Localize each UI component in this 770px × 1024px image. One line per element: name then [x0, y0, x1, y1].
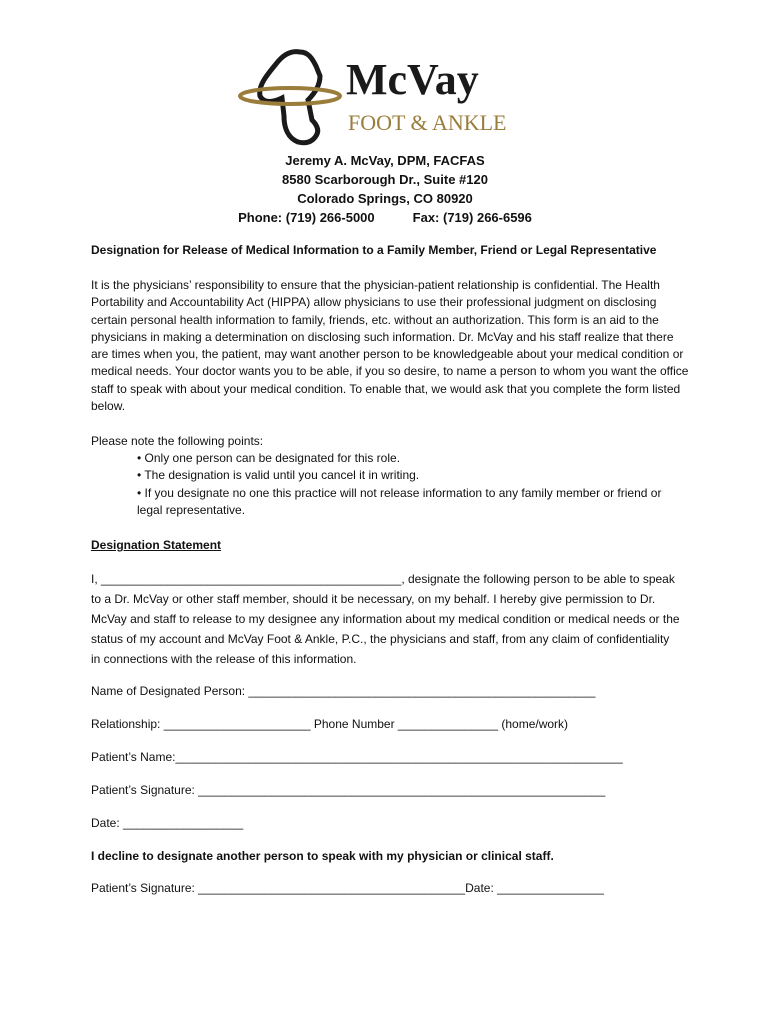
relationship-phone-field[interactable]: Relationship: ______________________ Phone Number _______________ (home/work)	[91, 717, 569, 731]
foot-logo-icon	[238, 46, 538, 146]
designated-person-field[interactable]: Name of Designated Person: ____________________________________________________	[91, 684, 596, 698]
address-line-1: 8580 Scarborough Dr., Suite #120	[282, 172, 488, 187]
logo-brand-subtitle: FOOT & ANKLE	[348, 110, 507, 135]
bullet-list	[137, 450, 667, 519]
decline-statement: I decline to designate another person to speak with my physician or clinical staff.	[91, 849, 554, 863]
list-item: • Only one person can be designated for this role.	[137, 451, 401, 465]
patient-signature-field[interactable]: Patient’s Signature: _____________________________________________________________	[91, 783, 606, 797]
section-title: Designation Statement	[91, 538, 222, 552]
mcvay-logo	[238, 46, 538, 146]
list-item: • If you designate no one this practice will not release information to any family member or friend or legal representative.	[137, 485, 662, 517]
designation-statement: I, _____________________________________________, designate the following person to be able to speak to a Dr. McVay or other staff member, should it be necessary, on my behalf. I hereby give permission to Dr. McVay and staff to release to my designee any information about my medical condition or medical needs or the status of my account and McVay Foot & Ankle, P.C., the physicians and staff, from any claim of confidentiality in connections with the release of this information.	[91, 572, 680, 666]
phone-number: Phone: (719) 266-5000	[238, 210, 375, 225]
document-title: Designation for Release of Medical Information to a Family Member, Friend or Legal Representative	[91, 243, 657, 257]
contact-line	[0, 208, 770, 227]
fax-number: Fax: (719) 266-6596	[412, 210, 532, 225]
list-item: • The designation is valid until you cancel it in writing.	[137, 468, 420, 483]
note-heading: Please note the following points:	[91, 434, 264, 448]
logo-brand-name: McVay	[346, 55, 479, 104]
decline-signature-date-field[interactable]: Patient’s Signature: ________________________________________Date: ________________	[91, 881, 604, 895]
patient-name-field[interactable]: Patient’s Name:___________________________________________________________________	[91, 750, 623, 764]
practice-header	[0, 151, 770, 227]
date-field[interactable]: Date: __________________	[91, 816, 244, 830]
doctor-name: Jeremy A. McVay, DPM, FACFAS	[285, 153, 485, 168]
address-line-2: Colorado Springs, CO 80920	[297, 191, 473, 206]
intro-paragraph: It is the physicians’ responsibility to ensure that the physician-patient relationship is confidential. The Health Portability and Accountability Act (HIPPA) allow physicians to use their professional judgment on disclosing certain personal health information to family, friends, etc. without an authorization. This form is an aid to the physicians in making a determination on disclosing such information. Dr. McVay and his staff realize that there are times when you, the patient, may want another person to be knowledgeable about your medical condition or medical needs. Your doctor wants you to be able, if you so desire, to name a person to whom you want the office staff to speak with about your medical condition. To enable that, we would ask that you complete the form listed below.	[91, 278, 689, 414]
